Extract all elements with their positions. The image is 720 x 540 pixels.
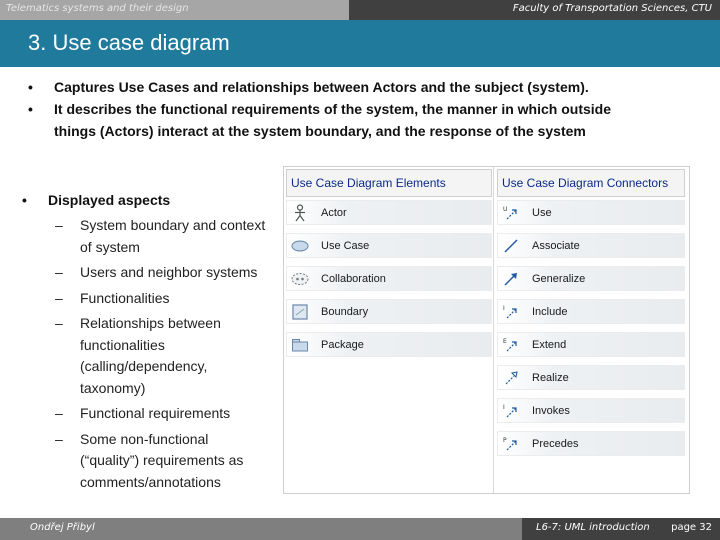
- bullet-dot: •: [28, 79, 33, 95]
- palette-item-label: Realize: [532, 372, 569, 384]
- palette-item-boundary[interactable]: [286, 299, 492, 324]
- connectors-column: [495, 167, 687, 464]
- realize-arrow-icon: [502, 369, 520, 387]
- palette-item-label: Invokes: [532, 405, 570, 417]
- palette-item-label: Extend: [532, 339, 567, 351]
- palette-item-label: Actor: [321, 207, 347, 219]
- title-bar: [0, 20, 720, 67]
- palette-item-label: Associate: [532, 240, 580, 252]
- sub-item-line: Users and neighbor systems: [80, 264, 258, 280]
- svg-text:U: U: [503, 206, 508, 213]
- associate-line-icon: [502, 237, 520, 255]
- sub-item-line: (“quality”) requirements as: [80, 452, 244, 468]
- sub-item-line: Some non-functional: [80, 430, 209, 447]
- page-number: page 32: [671, 522, 712, 533]
- lecture-name: L6-7: UML introduction: [536, 522, 650, 533]
- sub-item: – Relationships between functionalities (calling/dependency, taxonomy): [22, 313, 312, 399]
- svg-text:I: I: [503, 404, 505, 411]
- use-case-ellipse-icon: [291, 237, 309, 255]
- palette-item-label: Include: [532, 306, 568, 318]
- sub-item-line: of system: [80, 238, 140, 255]
- palette-item-label: Collaboration: [321, 273, 386, 285]
- sub-item-line: (calling/dependency,: [80, 358, 208, 374]
- sub-item-line: Functionalities: [80, 289, 170, 306]
- palette-item-include[interactable]: [497, 299, 685, 324]
- footer-left: [0, 518, 522, 540]
- precedes-arrow-icon: [502, 435, 520, 453]
- palette-item-precedes[interactable]: [497, 431, 685, 456]
- bullet-dot: •: [22, 192, 27, 208]
- bullet-item: [28, 76, 708, 98]
- uml-toolbox-palette: [283, 166, 690, 494]
- sub-item-line: Relationships between: [80, 315, 221, 331]
- include-arrow-icon: [502, 303, 520, 321]
- palette-item-package[interactable]: [286, 332, 492, 357]
- invokes-arrow-icon: [502, 402, 520, 420]
- palette-item-label: Boundary: [321, 306, 369, 318]
- elements-column: [284, 167, 494, 365]
- palette-item-label: Use Case: [321, 240, 370, 252]
- sub-item: – System boundary and context of system: [22, 215, 312, 258]
- palette-item-collaboration[interactable]: [286, 266, 492, 291]
- palette-item-realize[interactable]: [497, 365, 685, 390]
- palette-item-label: Precedes: [532, 438, 579, 450]
- palette-item-actor[interactable]: [286, 200, 492, 225]
- bullet-text: Captures Use Cases and relationships between Actors and the subject (system).: [54, 79, 589, 95]
- svg-text:I: I: [503, 305, 505, 312]
- svg-text:P: P: [503, 437, 507, 444]
- sub-item-line: System boundary and context: [80, 217, 266, 233]
- sub-item: – Functionalities: [22, 288, 312, 310]
- sub-item-line: taxonomy): [80, 379, 146, 396]
- palette-item-invokes[interactable]: [497, 398, 685, 423]
- boundary-icon: [291, 303, 309, 321]
- intro-bullets: [28, 76, 708, 142]
- sub-item: – Some non-functional (“quality”) requirements as comments/annotations: [22, 429, 312, 494]
- header-right-bar: [349, 0, 720, 20]
- palette-item-generalize[interactable]: [497, 266, 685, 291]
- palette-item-extend[interactable]: [497, 332, 685, 357]
- bullet-text: It describes the functional requirements of the system, the manner in which outside: [54, 101, 611, 117]
- sub-item: – Users and neighbor systems: [22, 262, 312, 284]
- course-name: Telematics systems and their design: [6, 3, 189, 14]
- bullet-text: things (Actors) interact at the system boundary, and the response of the system: [54, 123, 586, 139]
- package-folder-icon: [291, 336, 309, 354]
- svg-text:E: E: [503, 338, 507, 345]
- slide-title: 3. Use case diagram: [28, 30, 230, 55]
- bullet-item: [22, 189, 312, 211]
- sub-item-line: Functional requirements: [80, 405, 231, 421]
- generalize-arrow-icon: [502, 270, 520, 288]
- displayed-aspects: [22, 189, 312, 493]
- palette-item-associate[interactable]: [497, 233, 685, 258]
- displayed-heading: Displayed aspects: [48, 192, 171, 208]
- bullet-dot: •: [28, 101, 33, 117]
- header-left-bar: [0, 0, 349, 20]
- sub-item-line: functionalities: [80, 336, 165, 353]
- bullet-item: [28, 98, 708, 142]
- actor-icon: [291, 204, 309, 222]
- use-arrow-icon: [502, 204, 520, 222]
- elements-header[interactable]: Use Case Diagram Elements: [286, 169, 492, 197]
- palette-item-use[interactable]: [497, 200, 685, 225]
- palette-item-label: Package: [321, 339, 364, 351]
- faculty-name: Faculty of Transportation Sciences, CTU: [512, 3, 712, 14]
- sub-item: – Functional requirements: [22, 403, 312, 425]
- extend-arrow-icon: [502, 336, 520, 354]
- footer-right: [522, 518, 720, 540]
- connectors-header[interactable]: Use Case Diagram Connectors: [497, 169, 685, 197]
- sub-item-line: comments/annotations: [80, 473, 221, 490]
- palette-item-use-case[interactable]: [286, 233, 492, 258]
- palette-item-label: Generalize: [532, 273, 586, 285]
- author-name: Ondřej Přibyl: [30, 522, 95, 533]
- palette-item-label: Use: [532, 207, 552, 219]
- collaboration-icon: [291, 270, 309, 288]
